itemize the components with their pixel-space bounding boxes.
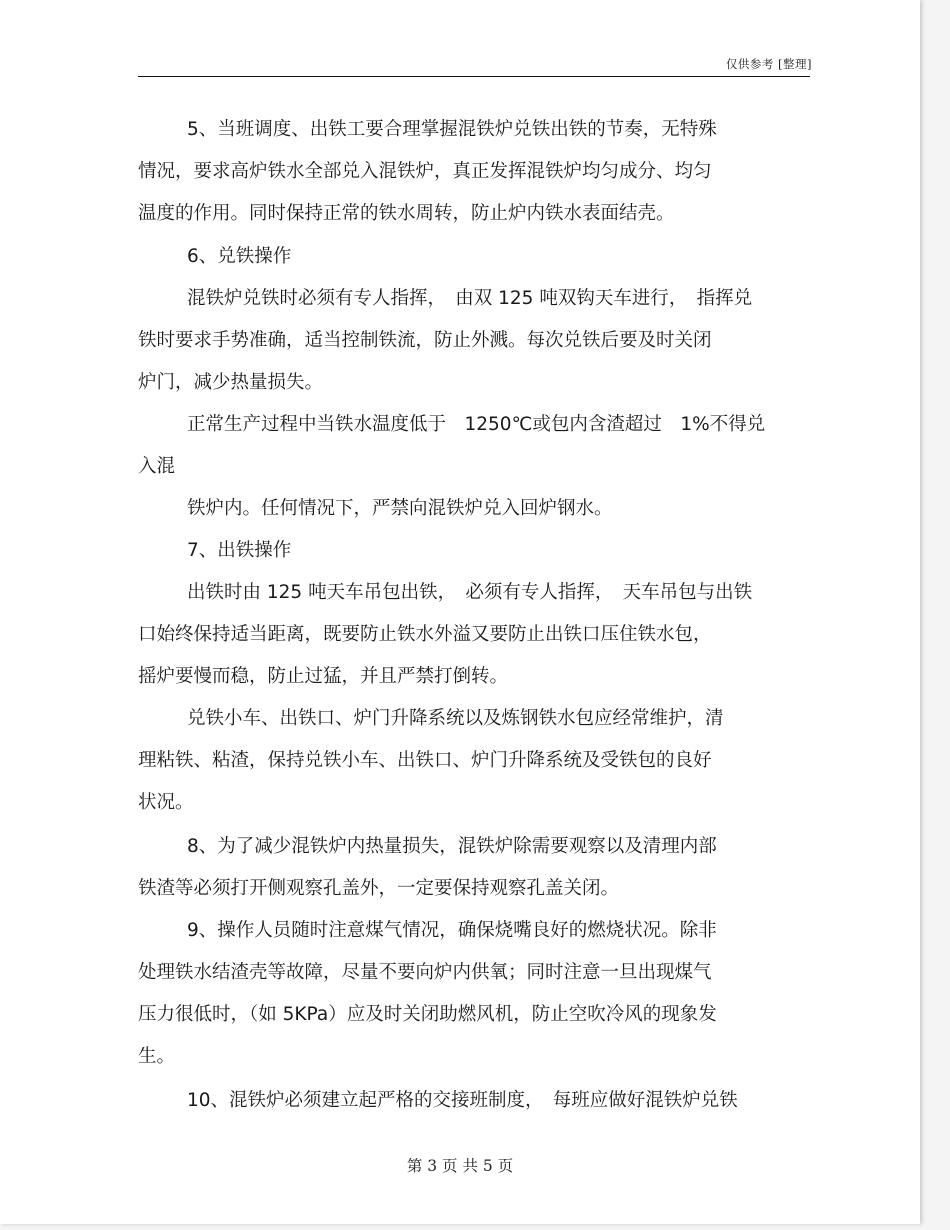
paragraph-line: 5、当班调度、出铁工要合理掌握混铁炉兑铁出铁的节奏，无特殊 bbox=[187, 119, 717, 140]
paragraph-line: 出铁时由 125 吨天车吊包出铁， 必须有专人指挥， 天车吊包与出铁 bbox=[187, 582, 753, 603]
paragraph-line: 口始终保持适当距离，既要防止铁水外溢又要防止出铁口压住铁水包， bbox=[138, 624, 712, 645]
paragraph-line: 10、混铁炉必须建立起严格的交接班制度， 每班应做好混铁炉兑铁 bbox=[187, 1090, 738, 1111]
paragraph-line: 混铁炉兑铁时必须有专人指挥， 由双 125 吨双钩天车进行， 指挥兑 bbox=[187, 288, 753, 309]
header-note: 仅供参考 [整理] bbox=[725, 57, 812, 71]
paragraph-line: 理粘铁、粘渣，保持兑铁小车、出铁口、炉门升降系统及受铁包的良好 bbox=[138, 750, 712, 771]
paragraph-line: 铁炉内。任何情况下，严禁向混铁炉兑入回炉钢水。 bbox=[187, 498, 613, 519]
paragraph-line: 8、为了减少混铁炉内热量损失，混铁炉除需要观察以及清理内部 bbox=[187, 836, 717, 857]
section-heading: 7、出铁操作 bbox=[187, 540, 292, 561]
paragraph-line: 情况，要求高炉铁水全部兑入混铁炉，真正发挥混铁炉均匀成分、均匀 bbox=[138, 161, 712, 182]
paragraph-line: 压力很低时，（如 5KPa）应及时关闭助燃风机，防止空吹冷风的现象发 bbox=[138, 1004, 717, 1025]
paragraph-line: 铁时要求手势准确，适当控制铁流，防止外溅。每次兑铁后要及时关闭 bbox=[138, 330, 712, 351]
paragraph-line: 摇炉要慢而稳，防止过猛，并且严禁打倒转。 bbox=[138, 666, 509, 687]
paragraph-line: 炉门，减少热量损失。 bbox=[138, 372, 324, 393]
page-number-footer: 第 3 页 共 5 页 bbox=[406, 1157, 514, 1175]
paragraph-line: 兑铁小车、出铁口、炉门升降系统以及炼钢铁水包应经常维护，清 bbox=[187, 708, 724, 729]
header-rule bbox=[138, 76, 810, 77]
paragraph-line: 正常生产过程中当铁水温度低于 1250℃或包内含渣超过 1%不得兑 bbox=[187, 414, 766, 435]
paragraph-line: 生。 bbox=[138, 1046, 176, 1067]
paragraph-line: 铁渣等必须打开侧观察孔盖外，一定要保持观察孔盖关闭。 bbox=[138, 878, 620, 899]
section-heading: 6、兑铁操作 bbox=[187, 246, 292, 267]
paragraph-line: 入混 bbox=[138, 456, 176, 477]
paragraph-line: 处理铁水结渣壳等故障，尽量不要向炉内供氧；同时注意一旦出现煤气 bbox=[138, 962, 712, 983]
paragraph-line: 9、操作人员随时注意煤气情况，确保烧嘴良好的燃烧状况。除非 bbox=[187, 920, 717, 941]
paragraph-line: 状况。 bbox=[138, 792, 194, 813]
paragraph-line: 温度的作用。同时保持正常的铁水周转，防止炉内铁水表面结壳。 bbox=[138, 203, 675, 224]
